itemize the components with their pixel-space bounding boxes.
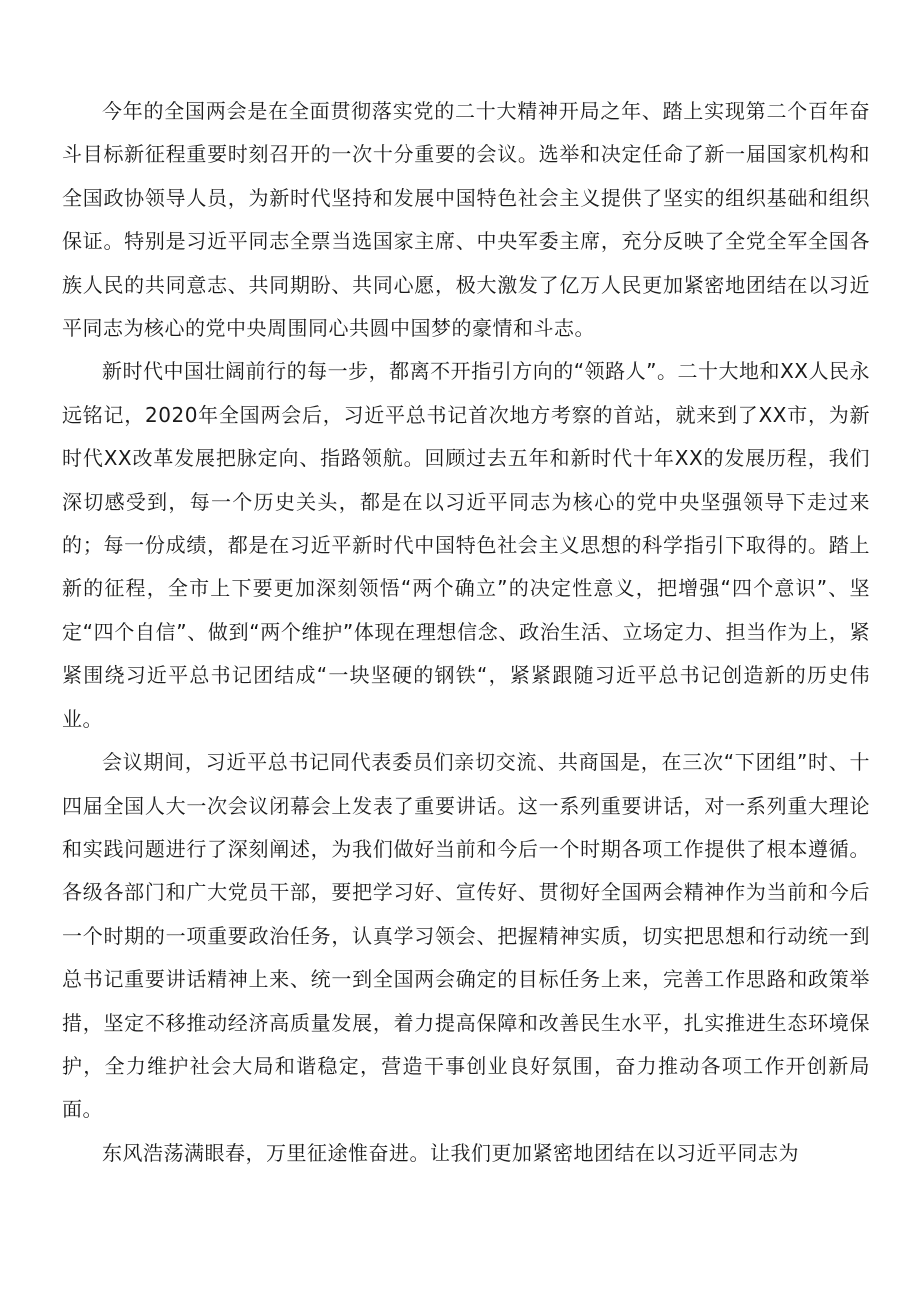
paragraph-3: 会议期间，习近平总书记同代表委员们亲切交流、共商国是，在三次“下团组”时、十四届全国人大一次会议闭幕会上发表了重要讲话。这一系列重要讲话，对一系列重大理论和实践问题进行了深刻阐述，为我们做好当前和今后一个时期各项工作提供了根本遵循。各级各部门和广大党员干部，要把学习好、宣传好、贯彻好全国两会精神作为当前和今后一个时期的一项重要政治任务，认真学习领会、把握精神实质，切实把思想和行动统一到总书记重要讲话精神上来、统一到全国两会确定的目标任务上来，完善工作思路和政策举措，坚定不移推动经济高质量发展，着力提高保障和改善民生水平，扎实推进生态环境保护，全力维护社会大局和谐稳定，营造干事创业良好氛围，奋力推动各项工作开创新局面。 (62, 750, 870, 1122)
paragraph-1: 今年的全国两会是在全面贯彻落实党的二十大精神开局之年、踏上实现第二个百年奋斗目标新征程重要时刻召开的一次十分重要的会议。选举和决定任命了新一届国家机构和全国政协领导人员，为新时代坚持和发展中国特色社会主义提供了坚实的组织基础和组织保证。特别是习近平同志全票当选国家主席、中央军委主席，充分反映了全党全军全国各族人民的共同意志、共同期盼、共同心愿，极大激发了亿万人民更加紧密地团结在以习近平同志为核心的党中央周围同心共圆中国梦的豪情和斗志。 (62, 99, 870, 341)
paragraph-2: 新时代中国壮阔前行的每一步，都离不开指引方向的“领路人”。二十大地和XX人民永远铭记，2020年全国两会后，习近平总书记首次地方考察的首站，就来到了XX市，为新时代XX改革发展把脉定向、指路领航。回顾过去五年和新时代十年XX的发展历程，我们深切感受到，每一个历史关头，都是在以习近平同志为核心的党中央坚强领导下走过来的；每一份成绩，都是在习近平新时代中国特色社会主义思想的科学指引下取得的。踏上新的征程，全市上下要更加深刻领悟“两个确立”的决定性意义，把增强“四个意识”、坚定“四个自信”、做到“两个维护”体现在理想信念、政治生活、立场定力、担当作为上，紧紧围绕习近平总书记团结成“一块坚硬的钢铁“，紧紧跟随习近平总书记创造新的历史伟业。 (62, 359, 870, 731)
document-body (62, 90, 870, 1175)
paragraph-4: 东风浩荡满眼春，万里征途惟奋进。让我们更加紧密地团结在以习近平同志为 (102, 1140, 799, 1165)
